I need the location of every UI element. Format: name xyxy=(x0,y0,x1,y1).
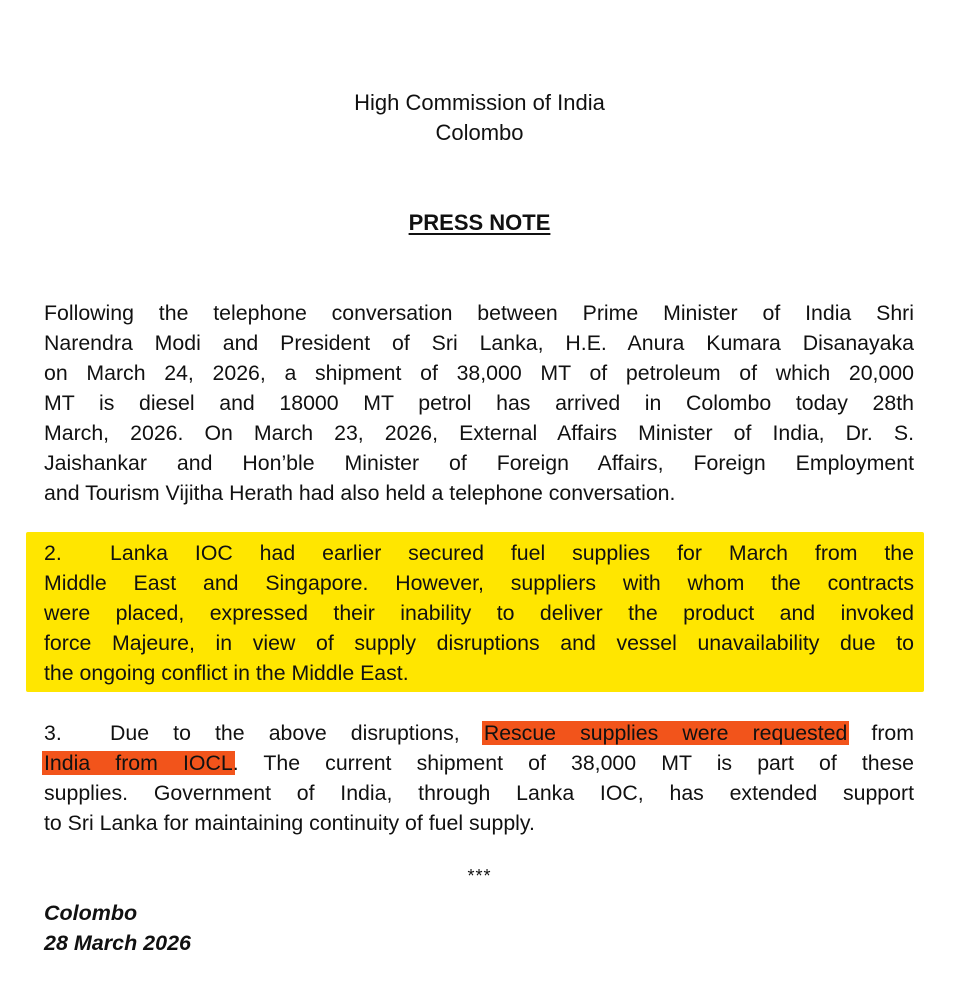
signoff-place: Colombo xyxy=(44,901,138,925)
paragraph-1-line: March, 2026. On March 23, 2026, External Affairs Minister of India, Dr. S. xyxy=(44,421,914,445)
paragraph-2-line-text: Lanka IOC had earlier secured fuel supplies for March from the xyxy=(110,541,914,565)
letterhead xyxy=(0,88,959,148)
paragraph-1-line: MT is diesel and 18000 MT petrol has arrived in Colombo today 28th xyxy=(44,391,914,415)
document-title xyxy=(0,208,959,238)
paragraph-1-line: on March 24, 2026, a shipment of 38,000 MT of petroleum of which 20,000 xyxy=(44,361,914,385)
paragraph-1-line: Jaishankar and Hon’ble Minister of Foreign Affairs, Foreign Employment xyxy=(44,451,914,475)
paragraph-3 xyxy=(44,718,914,838)
section-separator: *** xyxy=(467,866,492,886)
paragraph-2-line xyxy=(44,538,914,568)
paragraph-1-line: and Tourism Vijitha Herath had also held a telephone conversation. xyxy=(44,481,676,505)
paragraph-3-line: supplies. Government of India, through Lanka IOC, has extended support xyxy=(44,781,914,805)
paragraph-3-line xyxy=(44,748,914,778)
signoff xyxy=(44,898,191,958)
paragraph-1-line: Following the telephone conversation between Prime Minister of India Shri xyxy=(44,301,914,325)
paragraph-1-line: Narendra Modi and President of Sri Lanka, H.E. Anura Kumara Disanayaka xyxy=(44,331,914,355)
paragraph-3-line xyxy=(44,718,914,748)
orange-highlight-iocl: India from IOCL xyxy=(44,751,233,775)
paragraph-2-line: Middle East and Singapore. However, suppliers with whom the contracts xyxy=(44,571,914,595)
paragraph-3-line: to Sri Lanka for maintaining continuity of fuel supply. xyxy=(44,811,535,835)
paragraph-1 xyxy=(44,298,914,508)
paragraph-3-text: . The current shipment of 38,000 MT is part of these xyxy=(232,751,914,775)
paragraph-2-line: the ongoing conflict in the Middle East. xyxy=(44,661,409,685)
signoff-date: 28 March 2026 xyxy=(44,931,192,955)
paragraph-3-text: from xyxy=(871,721,915,745)
letterhead-line-2: Colombo xyxy=(435,120,524,145)
paragraph-2-line: force Majeure, in view of supply disruptions and vessel unavailability due to xyxy=(44,631,914,655)
paragraph-2 xyxy=(44,538,914,688)
paragraph-2-number: 2. xyxy=(44,541,62,565)
paragraph-3-text: Due to the above disruptions, xyxy=(110,721,460,745)
document-title-text: PRESS NOTE xyxy=(408,210,551,235)
letterhead-line-1: High Commission of India xyxy=(354,90,605,115)
orange-highlight-rescue: Rescue supplies were requested xyxy=(483,721,848,745)
paragraph-2-line: were placed, expressed their inability to deliver the product and invoked xyxy=(44,601,914,625)
paragraph-3-number: 3. xyxy=(44,721,62,745)
